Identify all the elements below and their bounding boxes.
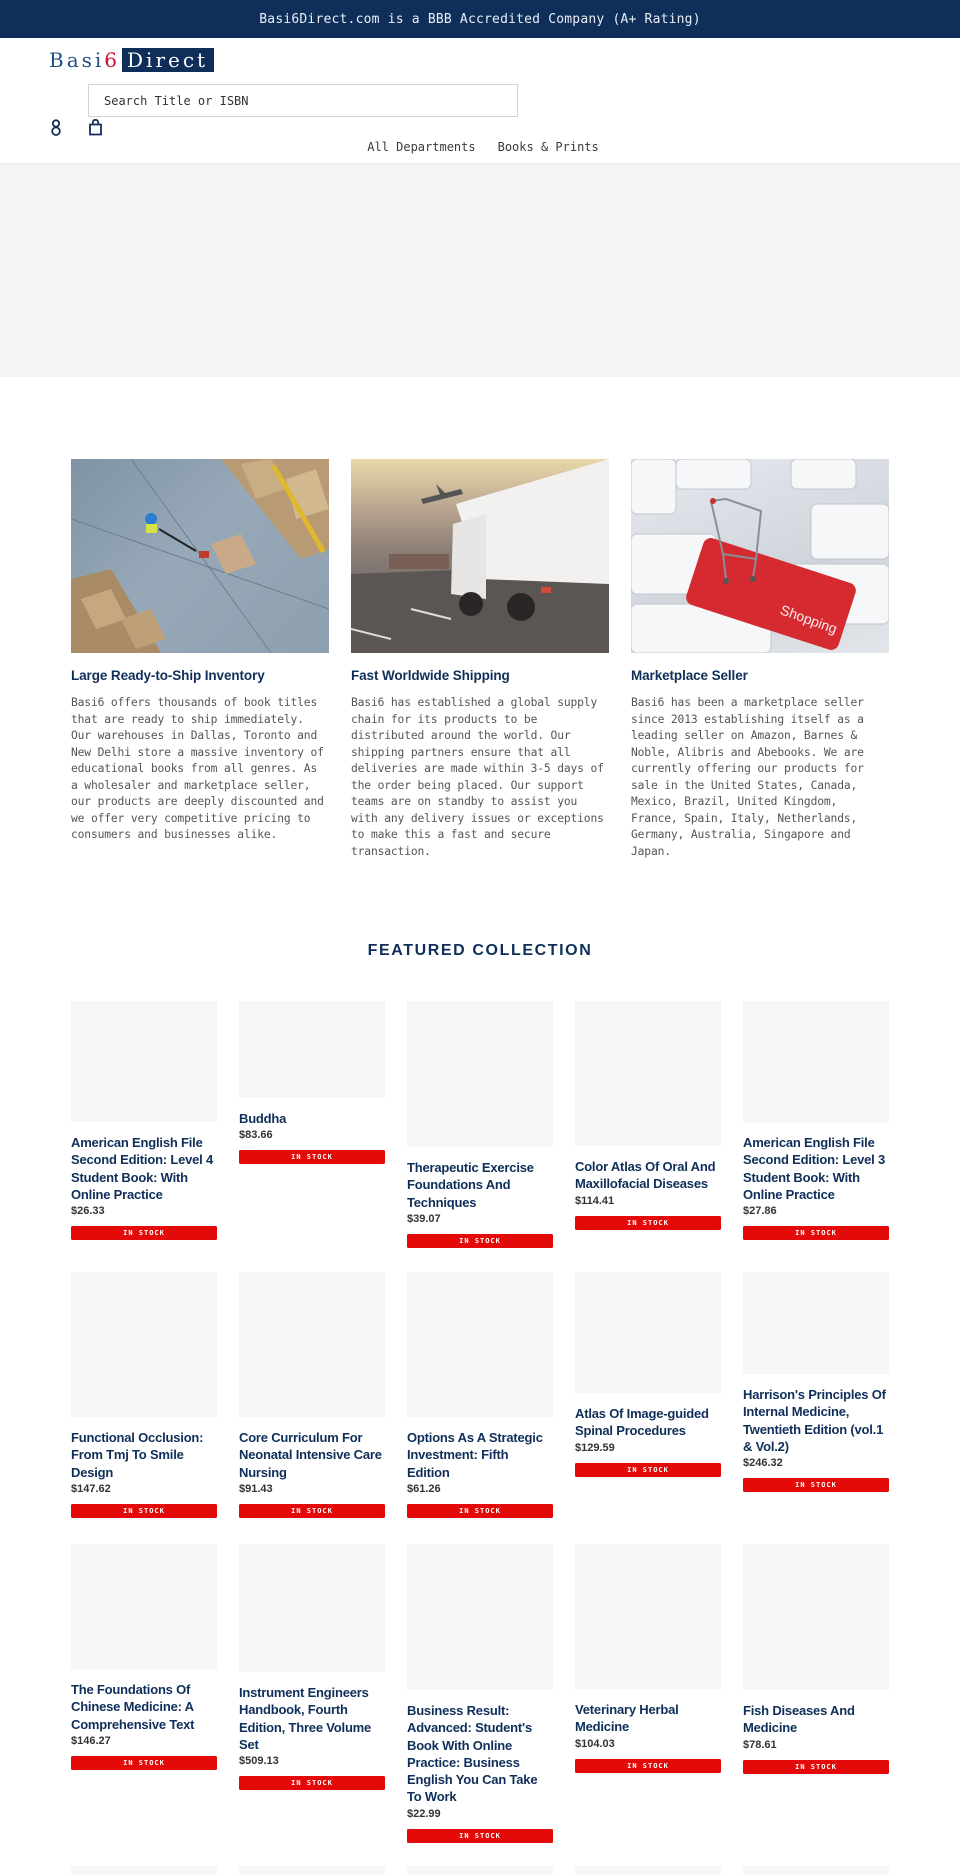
product-title[interactable]: Veterinary Herbal Medicine bbox=[575, 1702, 679, 1735]
product-title[interactable]: Color Atlas Of Oral And Maxillofacial Diseases bbox=[575, 1159, 716, 1192]
nav-books-prints[interactable]: Books & Prints bbox=[497, 140, 599, 154]
product-card[interactable] bbox=[743, 1272, 889, 1518]
site-header bbox=[0, 38, 960, 164]
product-price: $104.03 bbox=[575, 1737, 615, 1750]
product-price: $83.66 bbox=[239, 1129, 273, 1142]
feature-text: Basi6 has been a marketplace seller since 2013 establishing itself as a leading seller on Amazon, Barnes & Noble, Alibris and Abebooks. We are currently offering our products for sale in the United States, Canada, Mexico, Brazil, United Kingdom, France, Spain, Italy, Netherlands, Germany, Australia, Singapore and Japan. bbox=[631, 696, 864, 858]
feature-shipping bbox=[351, 459, 609, 860]
in-stock-button[interactable]: IN STOCK bbox=[71, 1504, 217, 1518]
logo-basi: Basi bbox=[49, 48, 105, 72]
product-image[interactable] bbox=[407, 1866, 553, 1875]
svg-text:Shopping: Shopping bbox=[778, 601, 840, 637]
logo-six: 6 bbox=[104, 48, 121, 72]
product-price: $129.59 bbox=[575, 1441, 615, 1454]
in-stock-button[interactable]: IN STOCK bbox=[407, 1234, 553, 1248]
in-stock-button[interactable]: IN STOCK bbox=[239, 1504, 385, 1518]
product-card[interactable] bbox=[239, 1544, 385, 1843]
product-title[interactable]: Harrison's Principles Of Internal Medicine, Twentieth Edition (vol.1 & Vol.2) bbox=[743, 1387, 886, 1454]
feature-title: Marketplace Seller bbox=[631, 668, 748, 683]
product-title[interactable]: Business Result: Advanced: Student's Book With Online Practice: Business English You Can Take To Work bbox=[407, 1703, 538, 1805]
product-price: $246.32 bbox=[743, 1457, 783, 1470]
product-title[interactable]: American English File Second Edition: Level 3 Student Book: With Online Practice bbox=[743, 1135, 886, 1202]
in-stock-button[interactable]: IN STOCK bbox=[743, 1226, 889, 1240]
product-image[interactable] bbox=[239, 1544, 385, 1672]
product-title[interactable]: Fish Diseases And Medicine bbox=[743, 1703, 855, 1736]
product-title[interactable]: Therapeutic Exercise Foundations And Techniques bbox=[407, 1160, 534, 1210]
product-image[interactable] bbox=[239, 1272, 385, 1417]
in-stock-button[interactable]: IN STOCK bbox=[407, 1829, 553, 1843]
product-price: $114.41 bbox=[575, 1194, 615, 1207]
in-stock-button[interactable]: IN STOCK bbox=[575, 1216, 721, 1230]
product-card[interactable] bbox=[239, 1272, 385, 1518]
in-stock-button[interactable]: IN STOCK bbox=[239, 1776, 385, 1790]
announcement-bar bbox=[0, 0, 960, 38]
product-card[interactable] bbox=[575, 1001, 721, 1248]
shopping-cart-image bbox=[631, 459, 889, 653]
product-card[interactable] bbox=[743, 1001, 889, 1248]
product-image[interactable] bbox=[743, 1866, 889, 1875]
product-row bbox=[71, 1544, 889, 1843]
product-title[interactable]: Instrument Engineers Handbook, Fourth Edition, Three Volume Set bbox=[239, 1685, 372, 1752]
product-card[interactable] bbox=[575, 1544, 721, 1843]
product-image[interactable] bbox=[239, 1866, 385, 1875]
product-price: $26.33 bbox=[71, 1205, 105, 1218]
logo-direct: Direct bbox=[122, 48, 214, 72]
featured-collection-title: FEATURED COLLECTION bbox=[367, 942, 593, 959]
product-card[interactable] bbox=[407, 1001, 553, 1248]
account-icon[interactable] bbox=[47, 118, 65, 136]
in-stock-button[interactable]: IN STOCK bbox=[743, 1478, 889, 1492]
product-price: $91.43 bbox=[239, 1482, 273, 1495]
in-stock-button[interactable]: IN STOCK bbox=[71, 1756, 217, 1770]
product-title[interactable]: The Foundations Of Chinese Medicine: A Comprehensive Text bbox=[71, 1682, 195, 1732]
product-card[interactable] bbox=[575, 1272, 721, 1518]
product-title[interactable]: Functional Occlusion: From Tmj To Smile Design bbox=[71, 1430, 204, 1480]
product-image[interactable] bbox=[407, 1272, 553, 1417]
in-stock-button[interactable]: IN STOCK bbox=[575, 1759, 721, 1773]
product-card[interactable] bbox=[407, 1272, 553, 1518]
product-price: $147.62 bbox=[71, 1482, 111, 1495]
product-price: $22.99 bbox=[407, 1807, 441, 1820]
product-title[interactable]: Options As A Strategic Investment: Fifth Edition bbox=[407, 1430, 543, 1480]
main-nav bbox=[0, 140, 960, 154]
product-title[interactable]: Atlas Of Image-guided Spinal Procedures bbox=[575, 1406, 709, 1439]
product-price: $78.61 bbox=[743, 1738, 777, 1751]
feature-text: Basi6 offers thousands of book titles that are ready to ship immediately. Our warehouses in Dallas, Toronto and New Delhi store a massive inventory of educational books from all genres. As a wholesaler and marketplace seller, our products are deeply discounted and we offer very competitive pricing to consumers and businesses alike. bbox=[71, 696, 324, 841]
product-image[interactable] bbox=[743, 1001, 889, 1123]
product-card[interactable] bbox=[71, 1544, 217, 1843]
product-image[interactable] bbox=[71, 1001, 217, 1122]
cart-icon[interactable] bbox=[86, 118, 104, 136]
product-image[interactable] bbox=[71, 1866, 217, 1875]
product-price: $61.26 bbox=[407, 1482, 441, 1495]
truck-image bbox=[351, 459, 609, 653]
product-card[interactable] bbox=[71, 1272, 217, 1518]
warehouse-image bbox=[71, 459, 329, 653]
product-title[interactable]: American English File Second Edition: Level 4 Student Book: With Online Practice bbox=[71, 1135, 214, 1202]
in-stock-button[interactable]: IN STOCK bbox=[71, 1226, 217, 1240]
product-image[interactable] bbox=[743, 1272, 889, 1374]
feature-title: Large Ready-to-Ship Inventory bbox=[71, 668, 265, 683]
feature-marketplace bbox=[631, 459, 889, 860]
product-image[interactable] bbox=[239, 1001, 385, 1098]
product-price: $39.07 bbox=[407, 1212, 441, 1225]
product-row bbox=[71, 1001, 889, 1248]
search-input[interactable] bbox=[88, 84, 518, 117]
product-card[interactable] bbox=[407, 1544, 553, 1843]
product-image[interactable] bbox=[71, 1544, 217, 1669]
next-row-peek bbox=[71, 1866, 889, 1875]
product-image[interactable] bbox=[407, 1001, 553, 1147]
product-image[interactable] bbox=[71, 1272, 217, 1417]
product-image[interactable] bbox=[575, 1866, 721, 1875]
product-price: $146.27 bbox=[71, 1734, 111, 1747]
logo[interactable] bbox=[49, 48, 214, 72]
in-stock-button[interactable]: IN STOCK bbox=[575, 1463, 721, 1477]
product-card[interactable] bbox=[239, 1001, 385, 1248]
product-title[interactable]: Buddha bbox=[239, 1111, 287, 1126]
product-card[interactable] bbox=[743, 1544, 889, 1843]
product-image[interactable] bbox=[407, 1544, 553, 1690]
logo-text-basi bbox=[49, 48, 122, 72]
product-image[interactable] bbox=[743, 1544, 889, 1690]
product-price: $27.86 bbox=[743, 1205, 777, 1218]
nav-all-departments[interactable]: All Departments bbox=[367, 140, 476, 154]
product-title[interactable]: Core Curriculum For Neonatal Intensive Care Nursing bbox=[239, 1430, 382, 1480]
hero-banner bbox=[0, 164, 960, 377]
in-stock-button[interactable]: IN STOCK bbox=[239, 1150, 385, 1164]
product-image[interactable] bbox=[575, 1544, 721, 1689]
product-card[interactable] bbox=[71, 1001, 217, 1248]
feature-title: Fast Worldwide Shipping bbox=[351, 668, 510, 683]
product-row bbox=[71, 1272, 889, 1518]
product-price: $509.13 bbox=[239, 1755, 279, 1768]
product-image[interactable] bbox=[575, 1001, 721, 1146]
feature-text: Basi6 has established a global supply chain for its products to be distributed around the world. Our shipping partners ensure that all deliveries are made within 3-5 days of the order being placed. Our support teams are on standby to assist you with any delivery issues or exceptions to make this a fast and secure transaction. bbox=[351, 696, 604, 858]
in-stock-button[interactable]: IN STOCK bbox=[743, 1760, 889, 1774]
feature-inventory bbox=[71, 459, 329, 860]
announcement-text: Basi6Direct.com is a BBB Accredited Company (A+ Rating) bbox=[259, 11, 701, 27]
product-image[interactable] bbox=[575, 1272, 721, 1393]
in-stock-button[interactable]: IN STOCK bbox=[407, 1504, 553, 1518]
features-section bbox=[71, 459, 889, 860]
